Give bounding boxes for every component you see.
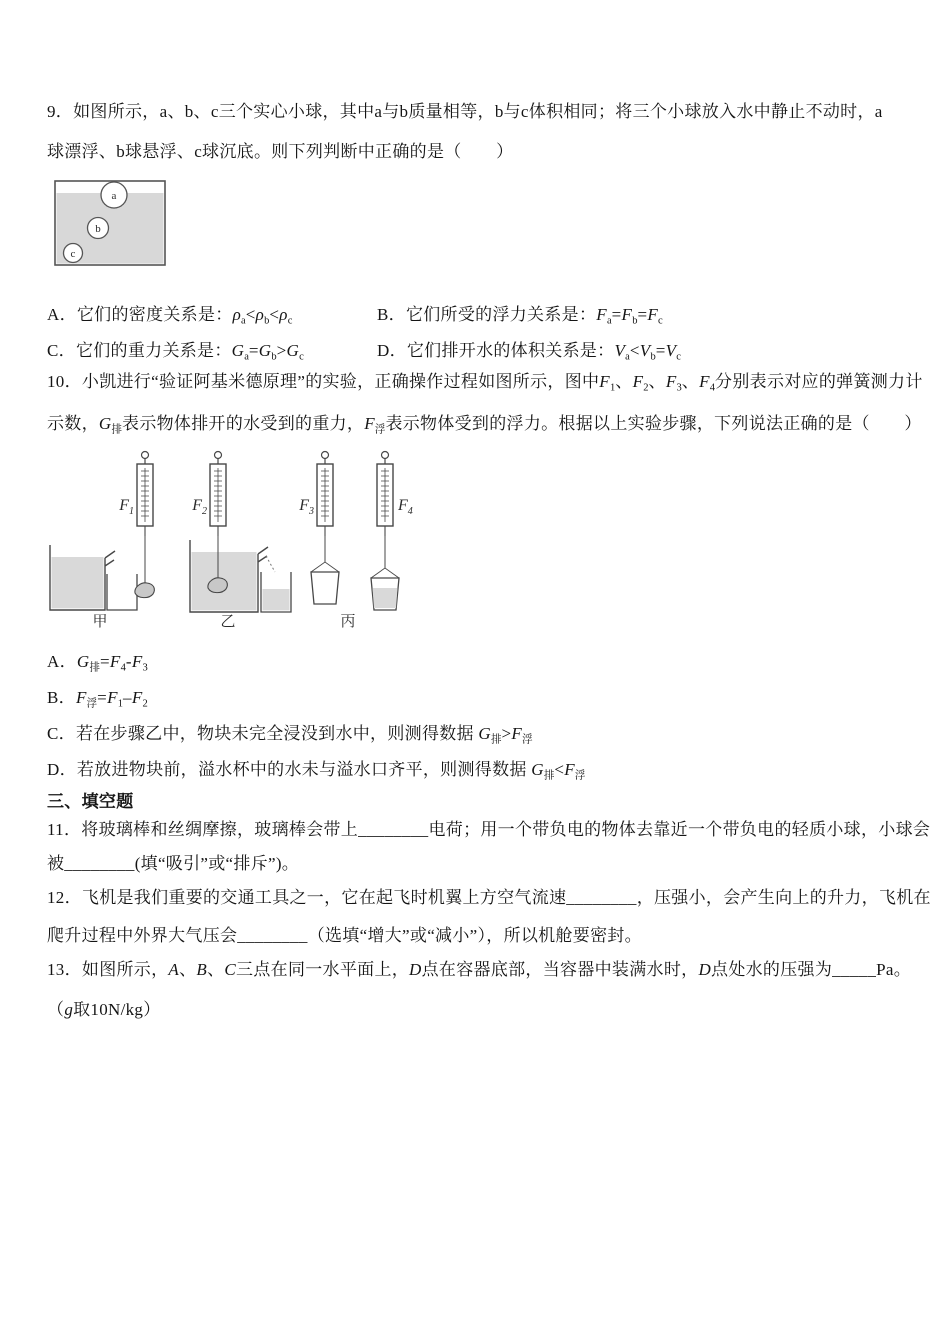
group-label-bing: 丙 — [340, 614, 356, 630]
q12-line1: 12．飞机是我们重要的交通工具之一，它在起飞时机翼上方空气流速________，压强小，会产生向上的升力，飞机在 — [47, 888, 931, 907]
small-beaker-jia — [107, 574, 137, 610]
q10-figure-svg — [45, 448, 475, 633]
ball-a — [101, 182, 127, 208]
q11-line2: 被________(填“吸引”或“排斥”)。 — [47, 854, 300, 873]
q10-figure — [45, 448, 475, 638]
q12-line2: 爬升过程中外界大气压会________（选填“增大”或“减小”），所以机舱要密封。 — [47, 926, 642, 945]
ball-c — [64, 244, 83, 263]
stone-in-air — [135, 583, 154, 598]
water-drip — [266, 556, 275, 572]
q11-line1: 11．将玻璃棒和丝绸摩擦，玻璃棒会带上________电荷；用一个带负电的物体去靠近一个带负电的轻质小球，小球会 — [47, 820, 931, 839]
q13-line1: 13．如图所示，A、B、C三点在同一水平面上，D点在容器底部，当容器中装满水时，D点处水的压强为_____Pa。 — [47, 960, 912, 979]
ball-c-label: c — [70, 248, 76, 260]
q10-option-c: C．若在步骤乙中，物块未完全浸没到水中，则测得数据 $G_排>F_浮$ — [47, 724, 533, 746]
spring-scale-2 — [210, 452, 226, 537]
setup-yi — [190, 452, 291, 613]
q10-option-a: A．$G_排=F_4-F_3$ — [47, 652, 148, 674]
ball-b — [88, 218, 109, 239]
q9-stem-line2: 球漂浮、b球悬浮、c球沉底。则下列判断中正确的是（ ） — [47, 142, 514, 161]
scale-label-f2: $F_2$ — [192, 497, 207, 517]
q9-option-d: D．它们排开水的体积关系是：$V_a<V_b=V_c$ — [377, 341, 681, 363]
q9-figure-svg — [52, 178, 172, 273]
q9-option-b: B．它们所受的浮力关系是：$F_a=F_b=F_c$ — [377, 305, 663, 327]
q10-option-b: B．$F_浮=F_1-F_2$ — [47, 688, 148, 710]
group-label-jia: 甲 — [92, 614, 108, 630]
ball-b-label: b — [95, 223, 101, 235]
q9-stem-line1: 9．如图所示，a、b、c三个实心小球，其中a与b质量相等，b与c体积相同；将三个小球放入水中静止不动时，a — [47, 102, 883, 121]
water-jia — [52, 557, 104, 609]
q9-option-c: C．它们的重力关系是：$G_a=G_b>G_c$ — [47, 341, 304, 363]
empty-bucket — [311, 562, 339, 604]
q10-stem-line1: 10．小凯进行“验证阿基米德原理”的实验，正确操作过程如图所示，图中$F_1$、$F_2$、$F_3$、$F_4$分别表示对应的弹簧测力计 — [47, 372, 923, 394]
spring-scale-1 — [137, 452, 153, 537]
section-title-fill-in-blanks: 三、填空题 — [47, 792, 134, 811]
ball-a-label: a — [111, 190, 117, 202]
scale-label-f3: $F_3$ — [299, 497, 314, 517]
q9-figure — [52, 178, 172, 278]
q10-option-d: D．若放进物块前，溢水杯中的水未与溢水口齐平，则测得数据 $G_排<F_浮$ — [47, 760, 586, 782]
q13-line2: （g取10N/kg） — [47, 1000, 161, 1019]
setup-bing — [311, 452, 399, 611]
scale-label-f4: $F_4$ — [398, 497, 413, 517]
water-in-bucket — [373, 588, 398, 608]
q9-option-a: A．它们的密度关系是：$\rho_a<\rho_b<\rho_c$ — [47, 305, 293, 327]
q10-stem-line2: 示数，$G_排$表示物体排开的水受到的重力，$F_浮$表示物体受到的浮力。根据以上实验步骤，下列说法正确的是（ ） — [47, 414, 922, 436]
group-label-yi: 乙 — [220, 614, 236, 630]
spring-scale-3 — [317, 452, 333, 537]
scale-label-f1: $F_1$ — [119, 497, 134, 517]
displaced-water — [263, 589, 290, 611]
spring-scale-4 — [377, 452, 393, 537]
setup-jia — [50, 452, 154, 611]
